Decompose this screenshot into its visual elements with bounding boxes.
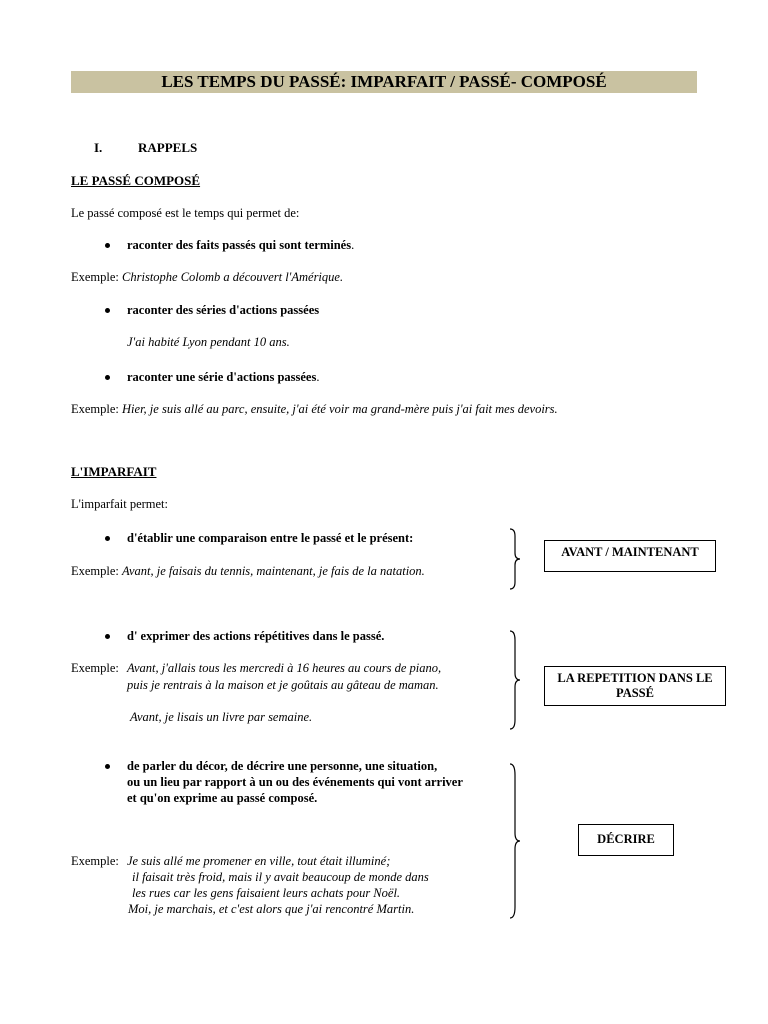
imparfait-example-3-line-2: il faisait très froid, mais il y avait beaucoup de monde dans: [132, 870, 429, 884]
label-box-repetition: LA REPETITION DANS LE PASSÉ: [544, 666, 726, 706]
bullet-icon: [105, 764, 110, 769]
imparfait-heading: L'IMPARFAIT: [71, 464, 157, 479]
imparfait-bullet-3-line-2: ou un lieu par rapport à un ou des événements qui vont arriver: [127, 775, 463, 789]
passe-compose-bullet-2: raconter des séries d'actions passées: [127, 303, 320, 317]
curly-brace-icon: [508, 528, 522, 590]
bullet-icon: [105, 243, 110, 248]
bullet-icon: [105, 634, 110, 639]
imparfait-bullet-3-line-3: et qu'on exprime au passé composé.: [127, 791, 318, 805]
imparfait-example-2-label: Exemple:: [71, 661, 119, 675]
page-title: LES TEMPS DU PASSÉ: IMPARFAIT / PASSÉ- COMPOSÉ: [71, 71, 697, 93]
bullet-icon: [105, 375, 110, 380]
passe-compose-bullet-1: raconter des faits passés qui sont terminés.: [127, 238, 355, 252]
imparfait-example-1: Exemple: Avant, je faisais du tennis, maintenant, je fais de la natation.: [71, 564, 425, 578]
passe-compose-example-3: Exemple: Hier, je suis allé au parc, ensuite, j'ai été voir ma grand-mère puis j'ai fait mes devoirs.: [71, 402, 558, 416]
imparfait-example-2-line-3: Avant, je lisais un livre par semaine.: [130, 710, 313, 724]
imparfait-bullet-2: d' exprimer des actions répétitives dans le passé.: [127, 629, 385, 643]
bullet-icon: [105, 536, 110, 541]
label-box-decrire: DÉCRIRE: [578, 824, 674, 856]
imparfait-example-2-line-1: Avant, j'allais tous les mercredi à 16 heures au cours de piano,: [127, 661, 442, 675]
imparfait-bullet-3-line-1: de parler du décor, de décrire une personne, une situation,: [127, 759, 438, 773]
imparfait-bullet-1: d'établir une comparaison entre le passé et le présent:: [127, 531, 414, 545]
imparfait-example-3-line-4: Moi, je marchais, et c'est alors que j'ai rencontré Martin.: [128, 902, 415, 916]
imparfait-example-3-line-3: les rues car les gens faisaient leurs achats pour Noël.: [132, 886, 401, 900]
imparfait-example-3-label: Exemple:: [71, 854, 119, 868]
curly-brace-icon: [508, 763, 522, 919]
curly-brace-icon: [508, 630, 522, 730]
imparfait-example-2-line-2: puis je rentrais à la maison et je goûtais au gâteau de maman.: [127, 678, 439, 692]
passe-compose-heading: LE PASSÉ COMPOSÉ: [71, 173, 201, 188]
imparfait-intro: L'imparfait permet:: [71, 497, 169, 511]
label-box-avant-maintenant: AVANT / MAINTENANT: [544, 540, 716, 572]
passe-compose-example-1: Exemple: Christophe Colomb a découvert l'Amérique.: [71, 270, 344, 284]
section-number: I.: [94, 140, 103, 155]
section-label: RAPPELS: [138, 140, 198, 155]
imparfait-example-3-line-1: Je suis allé me promener en ville, tout était illuminé;: [127, 854, 391, 868]
passe-compose-bullet-3: raconter une série d'actions passées.: [127, 370, 320, 384]
passe-compose-intro: Le passé composé est le temps qui permet de:: [71, 206, 300, 220]
passe-compose-example-2: J'ai habité Lyon pendant 10 ans.: [127, 335, 290, 349]
bullet-icon: [105, 308, 110, 313]
